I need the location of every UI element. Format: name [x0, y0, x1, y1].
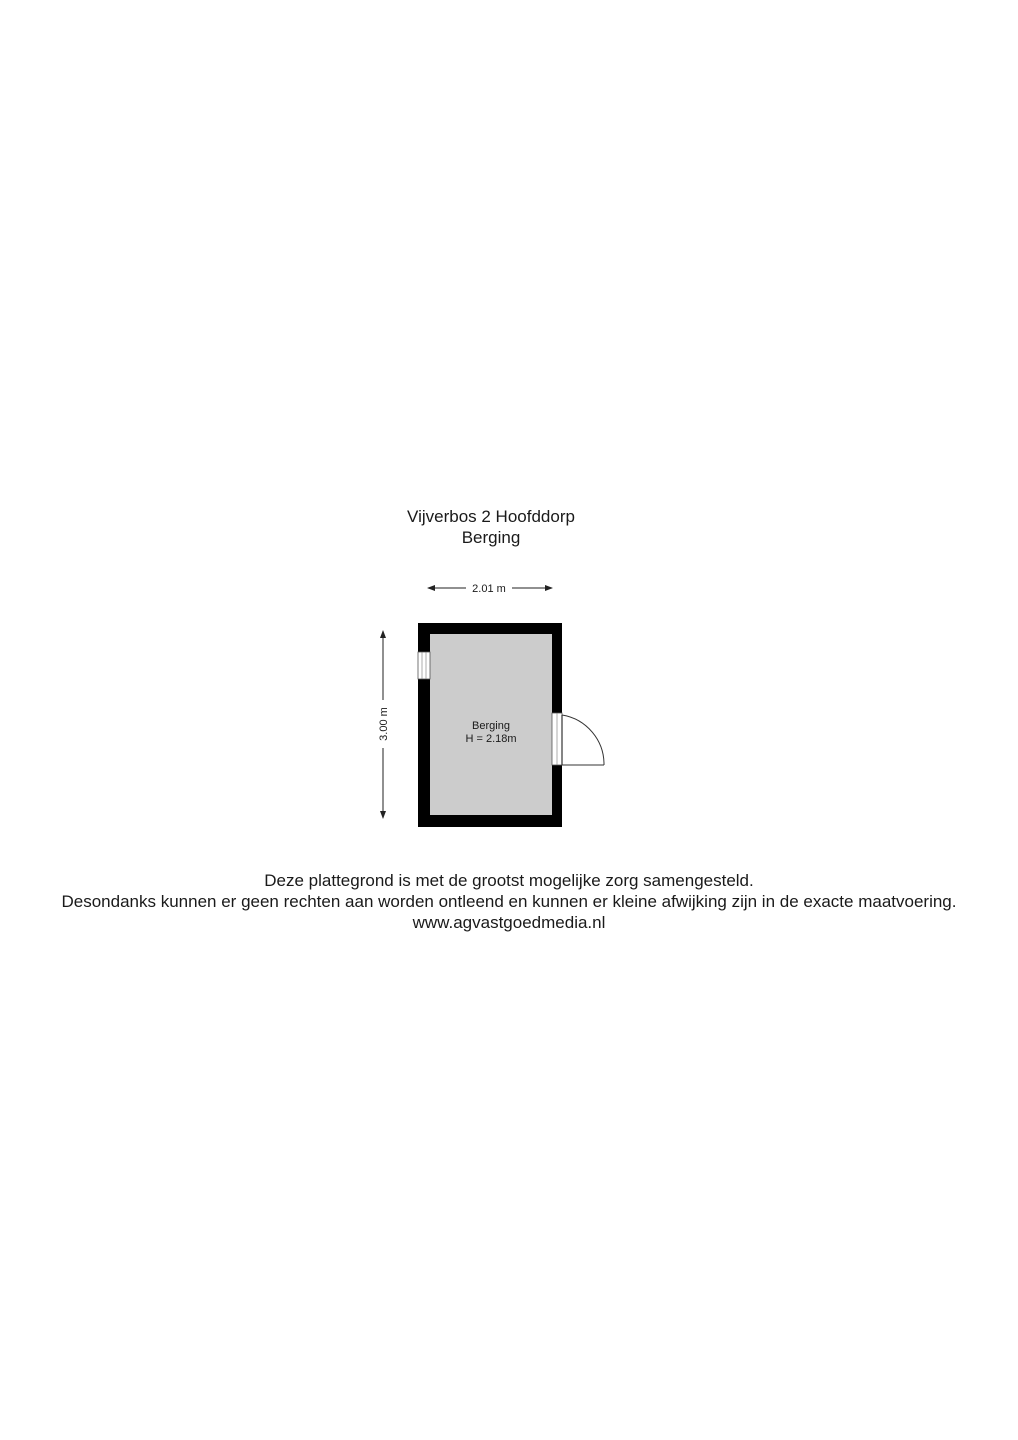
disclaimer-line-2: Desondanks kunnen er geen rechten aan worden ontleend en kunnen er kleine afwijking zijn in de exacte maatvoering. — [61, 892, 957, 911]
door-icon — [552, 713, 604, 765]
width-dimension — [428, 583, 552, 595]
depth-dimension — [378, 631, 390, 818]
window-icon — [418, 652, 430, 679]
depth-dimension-label: 3.00 m — [378, 707, 390, 741]
plan-floor-title: Berging — [461, 528, 521, 547]
room-height-label: H = 2.18m — [465, 733, 517, 745]
width-dimension-label: 2.01 m — [472, 583, 506, 595]
room-name-label: Berging — [472, 720, 510, 732]
plan-address-title: Vijverbos 2 Hoofddorp — [407, 507, 575, 526]
website-link[interactable]: www.agvastgoedmedia.nl — [412, 913, 606, 932]
disclaimer-line-1: Deze plattegrond is met de grootst mogelijke zorg samengesteld. — [264, 871, 754, 890]
